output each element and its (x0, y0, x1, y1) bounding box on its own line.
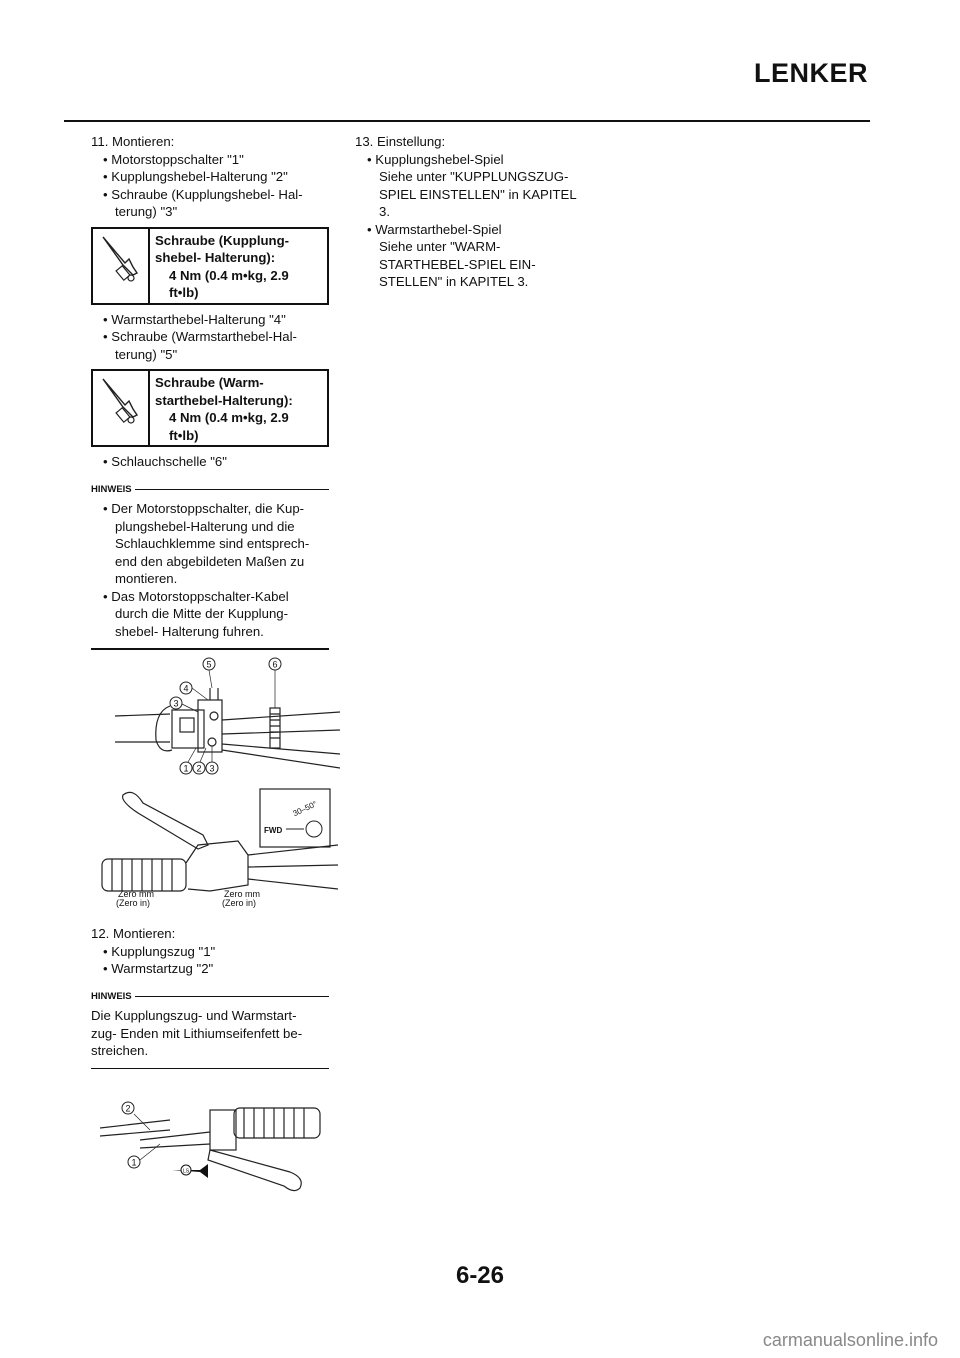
spec-label: shebel- Halterung): (155, 250, 276, 265)
left-column (91, 133, 329, 650)
spec-label: Schraube (Warm- (155, 375, 264, 390)
note-block (91, 481, 329, 650)
list-item-cont: terung) "5" (115, 346, 178, 362)
fwd-label: FWD (264, 826, 283, 835)
list-item: • Warmstarthebel-Halterung "4" (91, 311, 329, 329)
step-12-title: 12. Montieren: (91, 926, 176, 941)
torque-spec-box (91, 227, 329, 305)
list-item: • Kupplungshebel-Spiel (355, 151, 605, 169)
svg-text:LS: LS (182, 1168, 190, 1175)
callout-label: 3 (173, 698, 179, 709)
note-bullet: • Der Motorstoppschalter, die Kup- (91, 500, 329, 518)
measure-label: (Zero in) (222, 898, 257, 908)
list-item: • Warmstartzug "2" (91, 960, 329, 978)
note-line: Schlauchklemme sind entsprech- (115, 536, 310, 551)
note-line: durch die Mitte der Kupplung- (115, 606, 289, 621)
watermark: carmanualsonline.info (762, 1330, 938, 1350)
spec-label: Schraube (Kupplung- (155, 232, 290, 248)
measure-label: (Zero in) (116, 898, 151, 908)
torque-wrench-icon (93, 371, 150, 445)
note-line: shebel- Halterung fuhren. (115, 623, 264, 639)
note-line: streichen. (91, 1043, 149, 1058)
callout-label: 3 (209, 763, 215, 774)
callout-label: 6 (272, 659, 278, 670)
page-title: LENKER (753, 58, 868, 88)
list-item: • Schraube (Warmstarthebel-Hal- (91, 328, 329, 346)
note-line: Die Kupplungszug- und Warmstart- (91, 1008, 297, 1023)
list-item-cont: SPIEL EINSTELLEN" in KAPITEL (379, 186, 577, 202)
callout-label: 1 (183, 763, 189, 774)
list-item: • Warmstarthebel-Spiel (355, 221, 605, 239)
page-number: 6-26 (455, 1262, 505, 1289)
left-column-lower (91, 925, 329, 1069)
angle-label: 30–50° (291, 799, 319, 819)
spec-value: 4 Nm (0.4 m•kg, 2.9 (169, 267, 289, 283)
spec-value: ft•lb) (169, 285, 199, 300)
header-rule (64, 120, 870, 122)
note-bullet: • Das Motorstoppschalter-Kabel (91, 588, 329, 606)
lithium-grease-icon (172, 1164, 208, 1178)
note-block (91, 988, 329, 1070)
callout-label: 2 (196, 763, 202, 774)
torque-spec-box (91, 369, 329, 447)
step-13-title: 13. Einstellung: (355, 134, 446, 149)
callout-label: 1 (131, 1157, 137, 1168)
note-line: montieren. (115, 571, 178, 586)
right-column (355, 133, 605, 291)
list-item-cont: Siehe unter "KUPPLUNGSZUG- (379, 169, 569, 184)
measure-label: Zero mm (224, 889, 260, 899)
note-line: end den abgebildeten Maßen zu (115, 553, 305, 569)
list-item-cont: STELLEN" in KAPITEL 3. (379, 274, 529, 289)
lever-position-figure (98, 785, 338, 915)
callout-label: 4 (183, 683, 189, 694)
list-item: • Schraube (Kupplungshebel- Hal- (91, 186, 329, 204)
note-label: HINWEIS (91, 990, 132, 1002)
step-11-title: 11. Montieren: (91, 134, 175, 149)
list-item: • Schlauchschelle "6" (91, 453, 329, 471)
note-line: plungshebel-Halterung und die (115, 518, 295, 534)
torque-wrench-icon (93, 229, 150, 303)
callout-label: 2 (125, 1103, 131, 1114)
handlebar-assembly-figure (110, 650, 340, 780)
measure-label: Zero mm (118, 889, 154, 899)
list-item-cont: STARTHEBEL-SPIEL EIN- (379, 256, 536, 272)
note-line: zug- Enden mit Lithiumseifenfett be- (91, 1025, 303, 1041)
list-item-cont: 3. (379, 204, 390, 219)
list-item-cont: Siehe unter "WARM- (379, 239, 501, 254)
spec-value: 4 Nm (0.4 m•kg, 2.9 (169, 410, 289, 425)
spec-label: starthebel-Halterung): (155, 392, 293, 408)
list-item: • Motorstoppschalter "1" (91, 151, 329, 169)
spec-value: ft•lb) (169, 427, 199, 443)
note-label: HINWEIS (91, 483, 132, 495)
callout-label: 5 (206, 659, 212, 670)
list-item: • Kupplungshebel-Halterung "2" (91, 168, 329, 186)
list-item: • Kupplungszug "1" (91, 943, 329, 961)
list-item-cont: terung) "3" (115, 204, 178, 219)
cable-grease-figure (100, 1100, 330, 1200)
